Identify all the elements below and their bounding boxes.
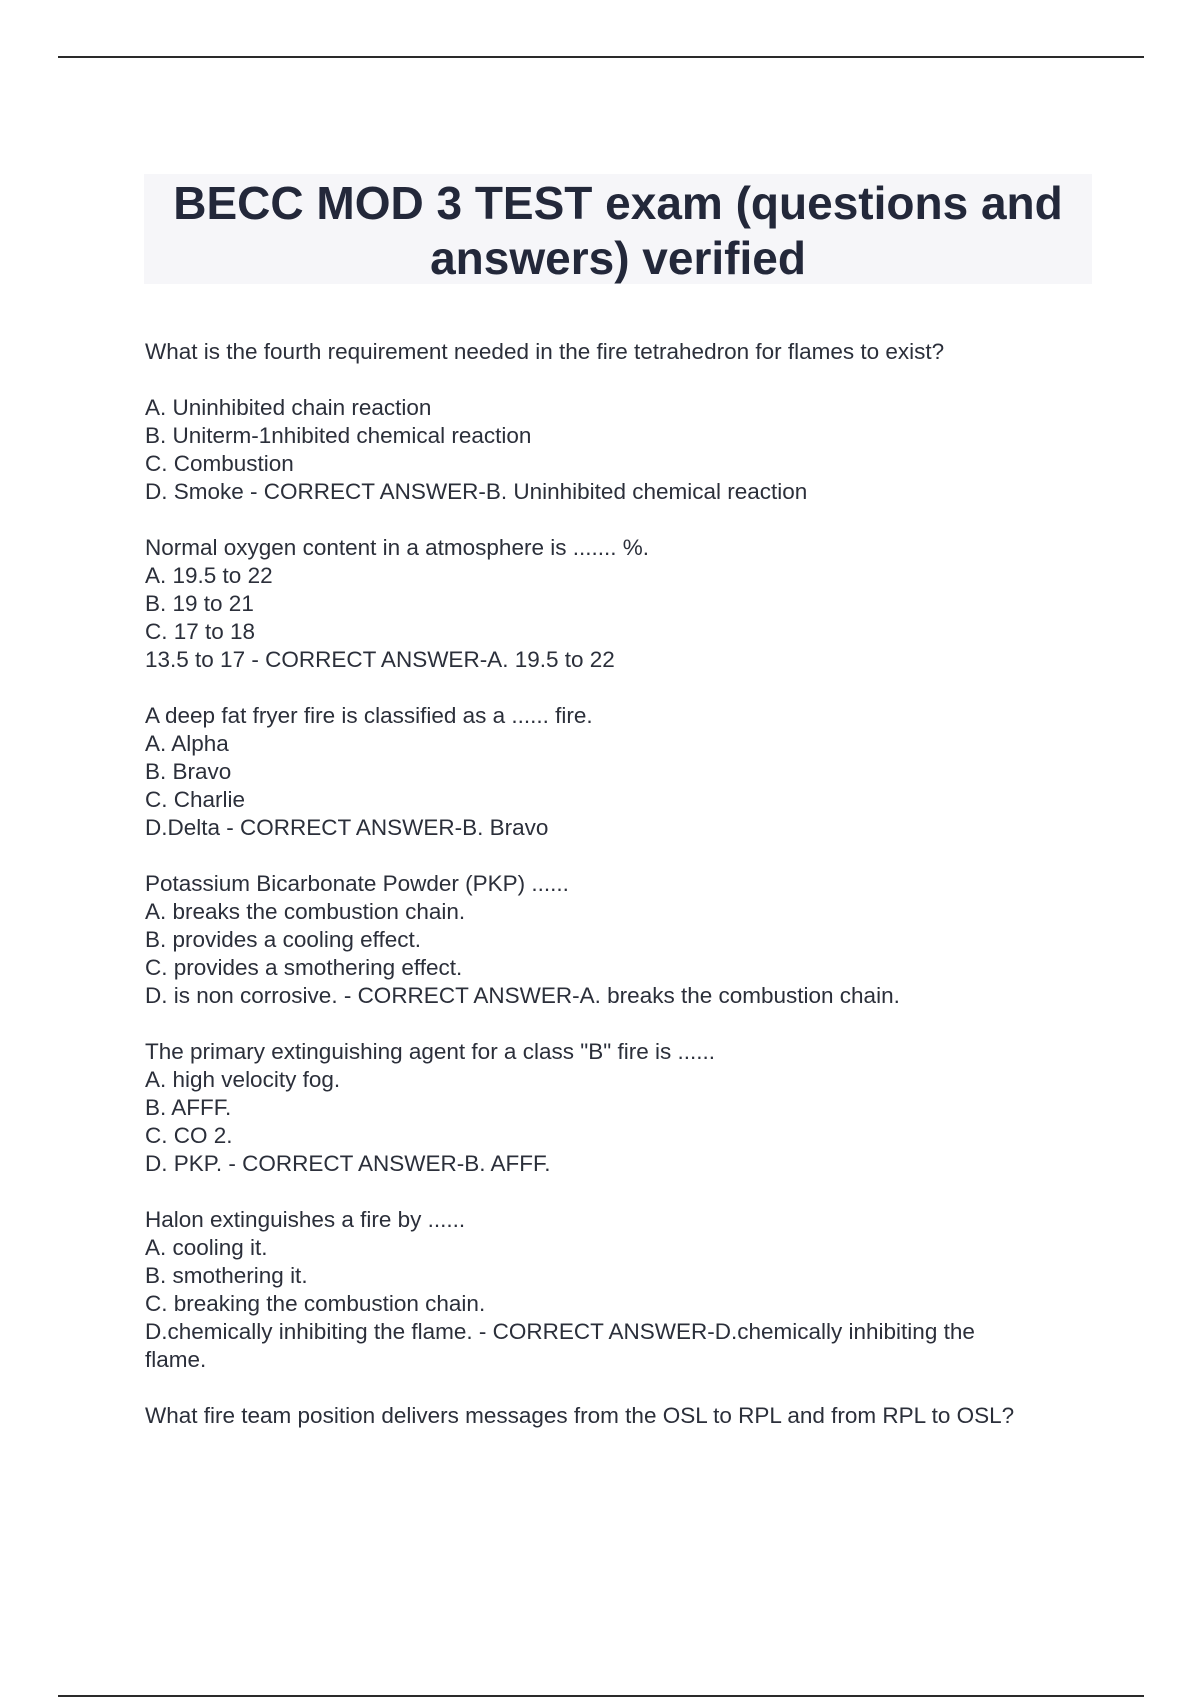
question-prompt: Normal oxygen content in a atmosphere is ....... %. [145,535,649,560]
document-title: BECC MOD 3 TEST exam (questions and answers) verified [173,177,1063,284]
answer-option: A. Alpha [145,731,229,756]
title-banner [144,174,1092,284]
question-block [145,338,1105,506]
question-prompt: Halon extinguishes a fire by ...... [145,1207,466,1232]
question-prompt: What fire team position delivers messages from the OSL to RPL and from RPL to OSL? [145,1403,1015,1428]
answer-option: C. provides a smothering effect. [145,955,463,980]
answer-continuation: flame. [145,1347,207,1372]
question-block [145,1402,1105,1430]
answer-option: B. 19 to 21 [145,591,254,616]
answer-option-with-correct-answer: D. PKP. - CORRECT ANSWER-B. AFFF. [145,1151,551,1176]
answer-option: B. provides a cooling effect. [145,927,421,952]
answer-option-with-correct-answer: D. Smoke - CORRECT ANSWER-B. Uninhibited chemical reaction [145,479,808,504]
answer-option: A. cooling it. [145,1235,268,1260]
answer-option-with-correct-answer: 13.5 to 17 - CORRECT ANSWER-A. 19.5 to 22 [145,647,615,672]
question-prompt: A deep fat fryer fire is classified as a ...... fire. [145,703,593,728]
answer-option-with-correct-answer: D. is non corrosive. - CORRECT ANSWER-A. breaks the combustion chain. [145,983,900,1008]
answer-option: A. breaks the combustion chain. [145,899,466,924]
question-block [145,1038,1105,1178]
answer-option: C. Combustion [145,451,294,476]
answer-option: B. AFFF. [145,1095,232,1120]
question-block [145,870,1105,1010]
question-prompt: What is the fourth requirement needed in the fire tetrahedron for flames to exist? [145,339,945,364]
question-list [145,338,1105,1458]
question-prompt: Potassium Bicarbonate Powder (PKP) ...... [145,871,569,896]
answer-option: C. Charlie [145,787,246,812]
question-block [145,702,1105,842]
answer-option: A. Uninhibited chain reaction [145,395,432,420]
answer-option: B. Uniterm-1nhibited chemical reaction [145,423,532,448]
header-rule [58,56,1144,58]
answer-option: A. high velocity fog. [145,1067,341,1092]
answer-option: C. CO 2. [145,1123,233,1148]
question-block [145,534,1105,674]
answer-option: B. smothering it. [145,1263,308,1288]
question-block [145,1206,1105,1374]
answer-option: A. 19.5 to 22 [145,563,273,588]
footer-rule [58,1695,1144,1697]
question-prompt: The primary extinguishing agent for a class "B" fire is ...... [145,1039,715,1064]
answer-option-with-correct-answer: D.Delta - CORRECT ANSWER-B. Bravo [145,815,549,840]
answer-option: C. 17 to 18 [145,619,256,644]
answer-option: B. Bravo [145,759,232,784]
spacer [145,366,1105,394]
answer-option: C. breaking the combustion chain. [145,1291,486,1316]
answer-option-with-correct-answer: D.chemically inhibiting the flame. - CORRECT ANSWER-D.chemically inhibiting the [145,1319,975,1344]
